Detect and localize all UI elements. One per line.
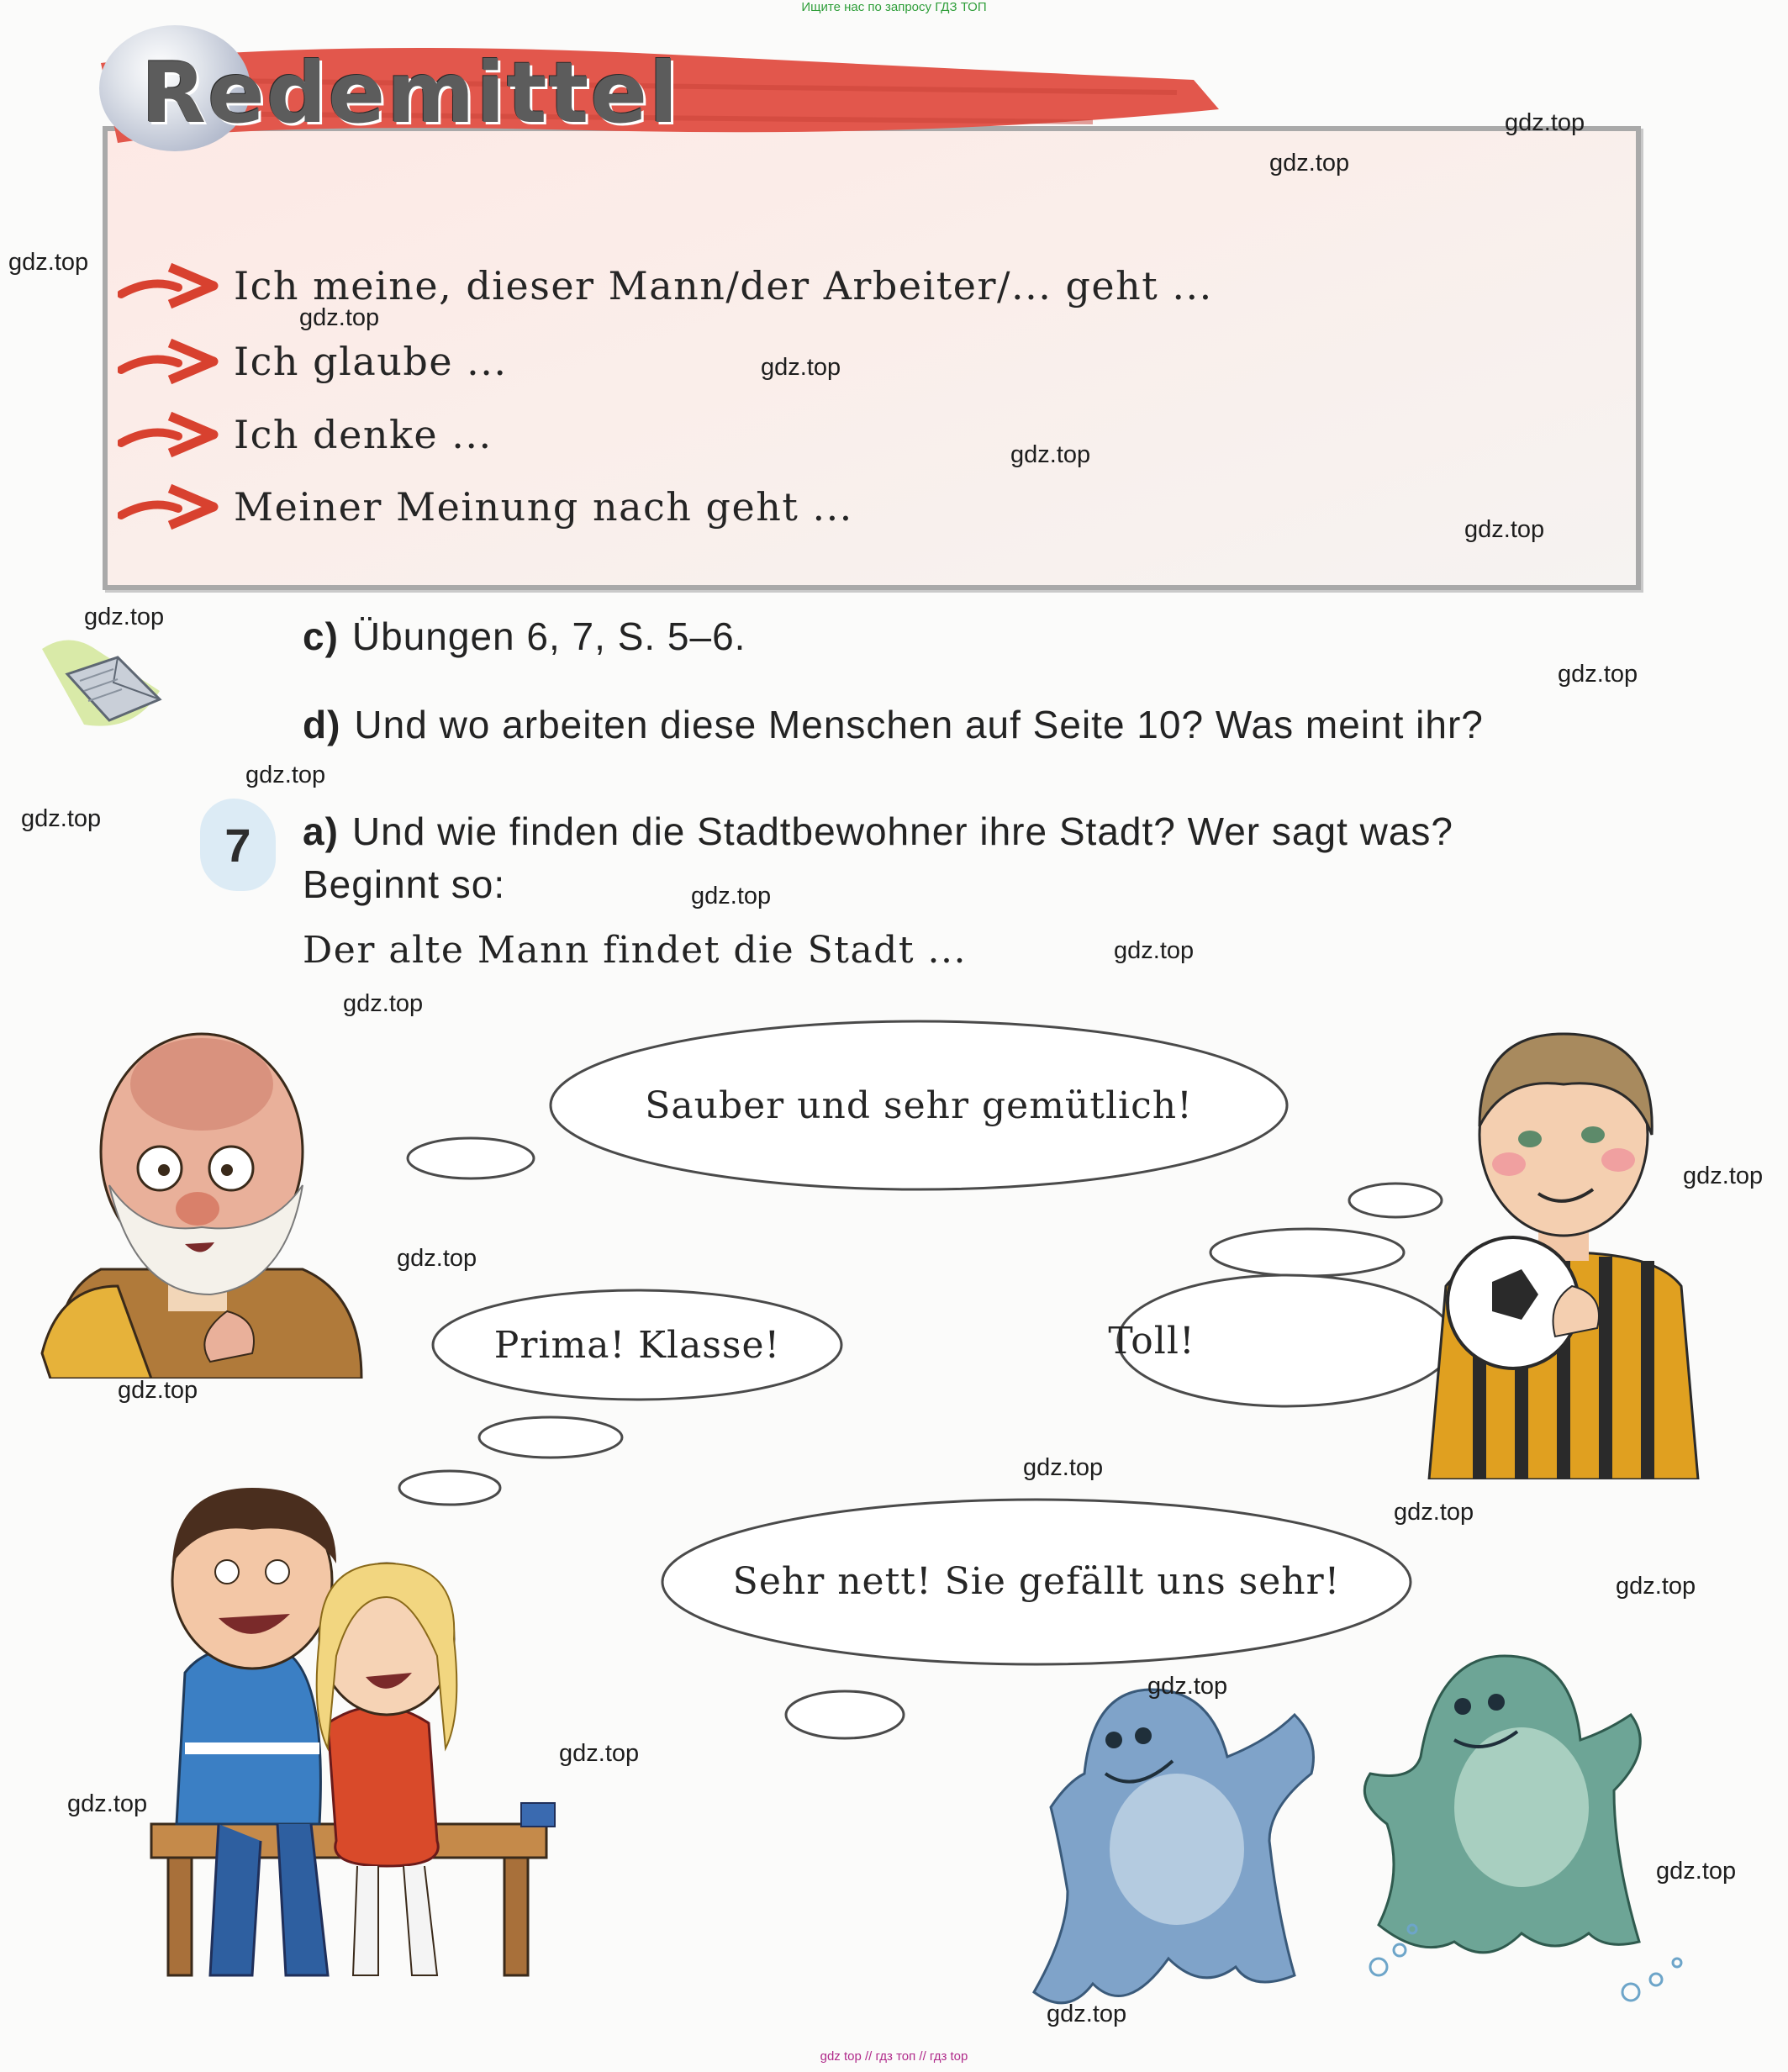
workbook-icon xyxy=(34,632,177,741)
exercise-number: 7 xyxy=(224,818,251,872)
task-d-label: d) xyxy=(303,703,341,746)
watermark: gdz.top xyxy=(1683,1163,1764,1189)
exercise-7a-begin: Beginnt so: xyxy=(303,862,506,906)
watermark: gdz.top xyxy=(559,1740,640,1767)
watermark: gdz.top xyxy=(1147,1673,1228,1700)
boy-with-ball-illustration xyxy=(1412,1009,1715,1479)
bubble-4-text: Sehr nett! Sie gefällt uns sehr! xyxy=(732,1560,1341,1603)
watermark: gdz.top xyxy=(1269,150,1350,177)
watermark: gdz.top xyxy=(84,604,165,630)
kids-on-bench-illustration xyxy=(126,1471,597,1992)
task-d-text: Und wo arbeiten diese Menschen auf Seite 10? Was meint ihr? xyxy=(354,703,1484,746)
task-c xyxy=(303,614,746,659)
exercise-7a-label: a) xyxy=(303,809,339,853)
task-c-label: c) xyxy=(303,614,339,658)
watermark: gdz.top xyxy=(245,762,326,788)
watermark: gdz.top xyxy=(118,1377,198,1404)
bottom-note: gdz top // гдз топ // гдз top xyxy=(820,2049,968,2064)
old-man-illustration xyxy=(34,1017,370,1379)
watermark: gdz.top xyxy=(1656,1858,1737,1885)
bubble-2-text: Prima! Klasse! xyxy=(493,1324,781,1367)
phrase-item xyxy=(118,256,1213,315)
task-c-text: Übungen 6, 7, S. 5–6. xyxy=(351,614,746,658)
watermark: gdz.top xyxy=(691,883,772,909)
exercise-7a xyxy=(303,809,1453,854)
top-note: Ищите нас по запросу ГДЗ ТОП xyxy=(801,0,987,14)
redemittel-title: Redemittel xyxy=(141,44,680,142)
watermark: gdz.top xyxy=(1047,2001,1127,2027)
phrase-text: Ich meine, dieser Mann/der Arbeiter/... geht ... xyxy=(234,263,1213,308)
arrow-icon xyxy=(118,338,219,385)
watermark: gdz.top xyxy=(1505,109,1585,136)
bubble-3-text: Toll! xyxy=(1108,1320,1195,1363)
watermark: gdz.top xyxy=(1558,661,1638,688)
phrase-text: Ich denke ... xyxy=(234,412,493,457)
watermark: gdz.top xyxy=(343,990,424,1017)
phrase-item xyxy=(118,405,493,464)
ghosts-illustration xyxy=(1017,1639,1706,2026)
watermark: gdz.top xyxy=(21,805,102,832)
exercise-7a-text: Und wie finden die Stadtbewohner ihre Stadt? Wer sagt was? xyxy=(351,809,1454,853)
exercise-number-badge xyxy=(200,799,276,891)
exercise-7a-starter: Der alte Mann findet die Stadt ... xyxy=(303,929,967,972)
watermark: gdz.top xyxy=(1464,516,1545,543)
arrow-icon xyxy=(118,411,219,458)
bubble-1-text: Sauber und sehr gemütlich! xyxy=(645,1084,1193,1127)
watermark: gdz.top xyxy=(761,354,841,381)
phrase-text: Ich glaube ... xyxy=(234,339,508,384)
arrow-icon xyxy=(118,483,219,530)
watermark: gdz.top xyxy=(1616,1573,1696,1600)
watermark: gdz.top xyxy=(8,249,89,276)
phrase-item xyxy=(118,477,853,536)
watermark: gdz.top xyxy=(397,1245,477,1272)
watermark: gdz.top xyxy=(67,1790,148,1817)
watermark: gdz.top xyxy=(1010,441,1091,468)
arrow-icon xyxy=(118,262,219,309)
watermark: gdz.top xyxy=(299,304,380,331)
watermark: gdz.top xyxy=(1114,937,1195,964)
task-d xyxy=(303,702,1484,747)
watermark: gdz.top xyxy=(1023,1454,1104,1481)
phrase-item xyxy=(118,332,508,391)
watermark: gdz.top xyxy=(1394,1499,1474,1526)
phrase-text: Meiner Meinung nach geht ... xyxy=(234,484,853,530)
